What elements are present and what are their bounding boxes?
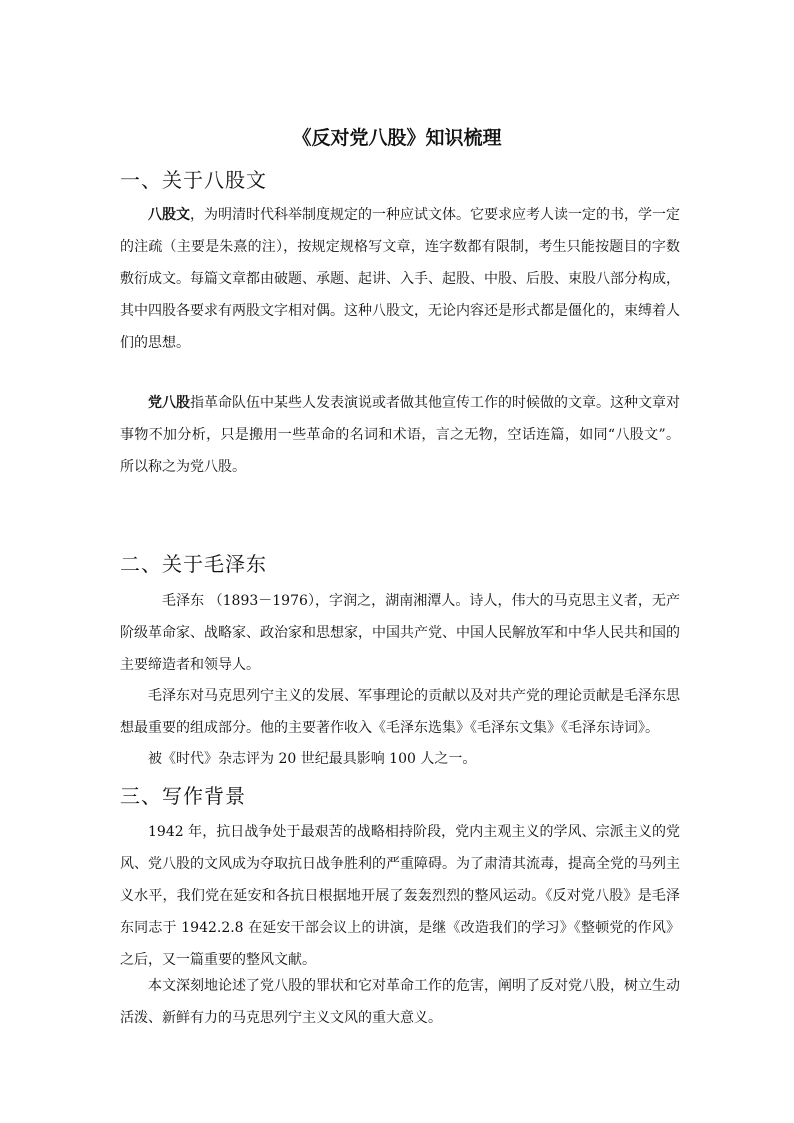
paragraph-significance: 本文深刻地论述了党八股的罪状和它对革命工作的危害，阐明了反对党八股，树立生动活泼、新鲜有力的马克思列宁主义文风的重大意义。 xyxy=(120,978,680,1026)
paragraph-text: ，为明清时代科举制度规定的一种应试文体。它要求应考人读一定的书，学一定的注疏（主要是朱熹的注），按规定规格写文章，连字数都有限制，考生只能按题目的字数敷衍成文。每篇文章都由破题、承题、起讲、入手、起股、中股、后股、束股八部分构成，其中四股各要求有两股文字相对偶。这种八股文，无论内容还是形式都是僵化的，束缚着人们的思想。 xyxy=(120,207,680,351)
section-heading-mao-zedong: 二、关于毛泽东 xyxy=(120,552,267,576)
section-heading-eight-legged-essay: 一、关于八股文 xyxy=(120,168,267,192)
term-party-eight-legged-essay: 党八股 xyxy=(148,395,190,411)
paragraph-eight-legged-essay xyxy=(120,199,680,359)
paragraph-mao-thought: 毛泽东对马克思列宁主义的发展、军事理论的贡献以及对共产党的理论贡献是毛泽东思想最重要的组成部分。他的主要著作收入《毛泽东选集》《毛泽东文集》《毛泽东诗词》。 xyxy=(120,688,680,736)
paragraph-time-magazine: 被《时代》杂志评为 20 世纪最具影响 100 人之一。 xyxy=(148,751,477,767)
section-heading-writing-background: 三、写作背景 xyxy=(120,784,246,808)
paragraph-party-eight-legged-essay xyxy=(120,387,680,483)
paragraph-background: 1942 年，抗日战争处于最艰苦的战略相持阶段，党内主观主义的学风、宗派主义的党风、党八股的文风成为夺取抗日战争胜利的严重障碍。为了肃清其流毒，提高全党的马列主义水平，我们党在延安和各抗日根据地开展了轰轰烈烈的整风运动。《反对党八股》是毛泽东同志于 1942.2.8 在延安干部会议上的讲演，是继《改造我们的学习》《整顿党的作风》之后，又一篇重要的整风文献。 xyxy=(120,824,680,968)
paragraph-text: 指革命队伍中某些人发表演说或者做其他宣传工作的时候做的文章。这种文章对事物不加分析，只是搬用一些革命的名词和术语，言之无物，空话连篇，如同“八股文”。所以称之为党八股。 xyxy=(120,395,680,475)
document-title: 《反对党八股》知识梳理 xyxy=(292,127,502,149)
paragraph-mao-biography: 毛泽东 （1893－1976），字润之，湖南湘潭人。诗人，伟大的马克思主义者，无产阶级革命家、战略家、政治家和思想家，中国共产党、中国人民解放军和中华人民共和国的主要缔造者和领导人。 xyxy=(120,593,680,673)
term-eight-legged-essay: 八股文 xyxy=(148,207,190,223)
